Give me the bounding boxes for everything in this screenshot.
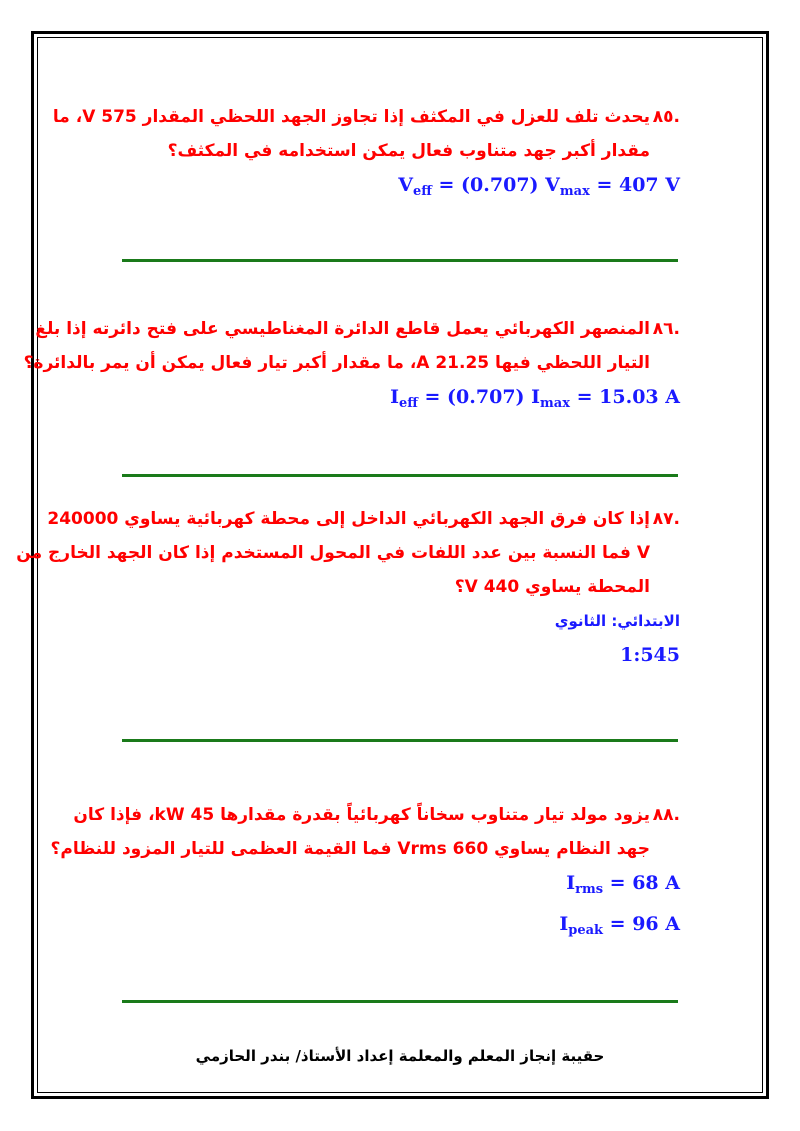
separator-line <box>122 474 678 477</box>
question-86 <box>23 312 680 421</box>
answer: 1:545 <box>620 644 680 666</box>
answer: $V_{eff} = (0.707) V_{max} = 407$ V <box>398 174 680 199</box>
page-footer: حقيبة إنجاز المعلم والمعلمة إعداد الأستاذ/ بندر الحازمي <box>195 1047 605 1065</box>
question-text: التيار اللحظي فيها A 21.25، ما مقدار أكبر تيار فعال يمكن أن يمر بالدائرة؟ <box>23 353 650 373</box>
question-text: المحطة يساوي V 440؟ <box>454 577 650 597</box>
answer: $I_{peak} = 96$ A <box>559 913 680 938</box>
question-text: V فما النسبة بين عدد اللفات في المحول المستخدم إذا كان الجهد الخارج من <box>16 543 650 563</box>
question-number: .٨٥ <box>652 107 680 127</box>
question-text: يحدث تلف للعزل في المكثف إذا تجاوز الجهد اللحظي المقدار V 575، ما <box>52 107 650 127</box>
separator-line <box>122 739 678 742</box>
page-content <box>16 0 680 1131</box>
question-number: .٨٦ <box>652 319 680 339</box>
question-number: .٨٧ <box>652 509 680 529</box>
question-text: مقدار أكبر جهد متناوب فعال يمكن استخدامه في المكثف؟ <box>167 141 650 161</box>
answer: $I_{eff} = (0.707) I_{max} = 15.03$ A <box>390 386 680 411</box>
answer: $I_{rms} = 68$ A <box>566 872 680 897</box>
question-text: جهد النظام يساوي 660 Vrms فما القيمة العظمى للتيار المزود للنظام؟ <box>50 839 650 859</box>
question-text: يزود مولد تيار متناوب سخاناً كهربائياً بقدرة مقدارها kW 45، فإذا كان <box>73 805 650 825</box>
question-87 <box>16 502 680 672</box>
question-85 <box>52 100 680 209</box>
question-number: .٨٨ <box>652 805 680 825</box>
answer-label: الابتدائي: الثانوي <box>554 612 680 630</box>
question-text: إذا كان فرق الجهد الكهربائي الداخل إلى محطة كهربائية يساوي 240000 <box>47 509 650 529</box>
separator-line <box>122 259 678 262</box>
separator-line <box>122 1000 678 1003</box>
question-text: المنصهر الكهربائي يعمل قاطع الدائرة المغناطيسي على فتح دائرته إذا بلغ <box>35 319 650 339</box>
question-88 <box>50 798 680 948</box>
